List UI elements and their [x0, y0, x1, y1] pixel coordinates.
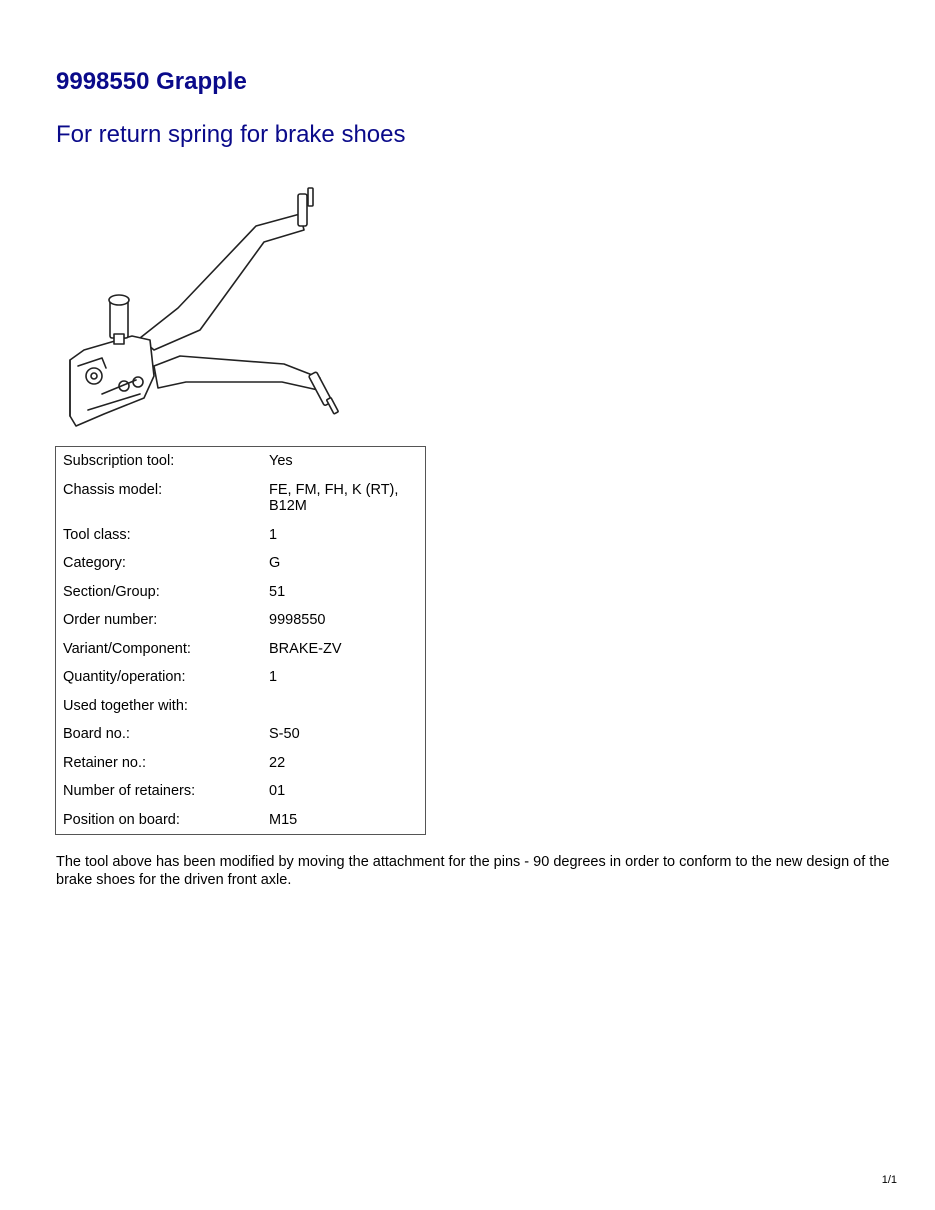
- spec-label: Retainer no.:: [63, 754, 147, 771]
- spec-value: 9998550: [269, 612, 326, 628]
- table-row: [56, 606, 426, 635]
- spec-label: Quantity/operation:: [63, 669, 186, 685]
- spec-value: S-50: [269, 726, 300, 742]
- spec-value: 51: [269, 583, 286, 600]
- table-row: [56, 549, 426, 578]
- table-row: [56, 521, 426, 550]
- spec-value: G: [269, 555, 281, 571]
- spec-value: [269, 692, 426, 721]
- table-row: [56, 476, 426, 521]
- table-row: [56, 720, 426, 749]
- spec-value: Yes: [269, 453, 293, 469]
- spec-label: Used together with:: [63, 697, 188, 714]
- table-row: [56, 578, 426, 607]
- table-row: [56, 777, 426, 806]
- spec-value: FE, FM, FH, K (RT), B12M: [269, 481, 399, 514]
- spec-label: Chassis model:: [63, 481, 163, 498]
- modification-note: The tool above has been modified by moving the attachment for the pins - 90 degrees in order to conform to the new design of the brake shoes for the driven front axle.: [56, 854, 890, 888]
- page-subtitle: For return spring for brake shoes: [56, 121, 406, 148]
- spec-label: Subscription tool:: [63, 453, 175, 469]
- table-row: [56, 749, 426, 778]
- spec-value: 22: [269, 754, 286, 771]
- spec-value: M15: [269, 811, 298, 828]
- spec-label: Section/Group:: [63, 583, 160, 600]
- spec-label: Board no.:: [63, 726, 130, 742]
- table-row: [56, 692, 426, 721]
- page-number: 1/1: [881, 1174, 897, 1186]
- spec-label: Number of retainers:: [63, 783, 196, 799]
- table-row: [56, 635, 426, 664]
- page-title: 9998550 Grapple: [56, 68, 247, 95]
- spec-label: Variant/Component:: [63, 640, 191, 657]
- table-row: [56, 663, 426, 692]
- table-row: [56, 806, 426, 835]
- table-row: [56, 447, 426, 476]
- grapple-tool-icon: [58, 180, 358, 430]
- spec-value: 1: [269, 526, 278, 543]
- spec-value: 1: [269, 669, 278, 685]
- spec-label: Position on board:: [63, 811, 180, 828]
- spec-label: Category:: [63, 555, 126, 571]
- spec-value: BRAKE-ZV: [269, 640, 342, 657]
- specification-table: [55, 446, 426, 835]
- spec-value: 01: [269, 783, 286, 799]
- spec-label: Order number:: [63, 612, 158, 628]
- spec-label: Tool class:: [63, 526, 131, 543]
